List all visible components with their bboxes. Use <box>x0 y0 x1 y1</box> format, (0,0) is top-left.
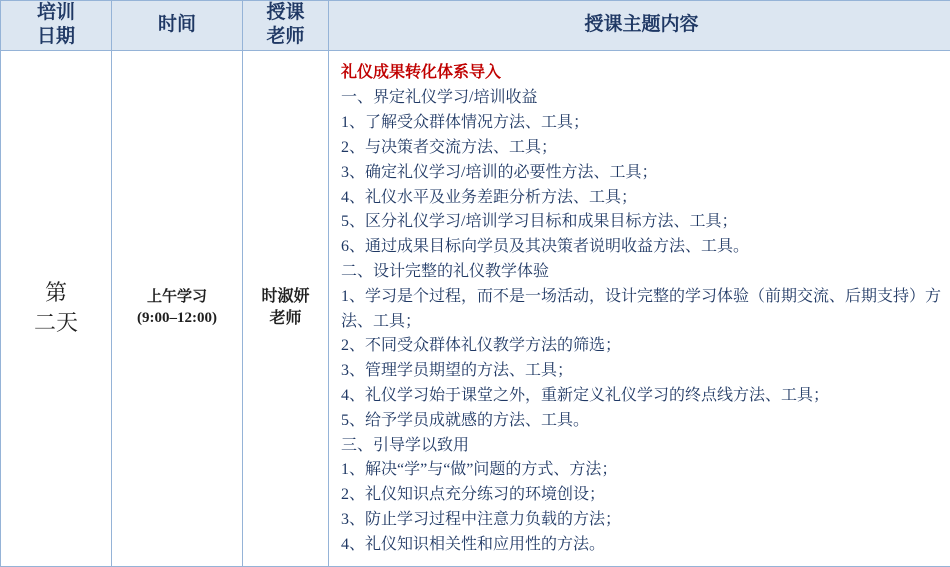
topic-line: 6、通过成果目标向学员及其决策者说明收益方法、工具。 <box>341 235 944 260</box>
topic-title: 礼仪成果转化体系导入 <box>341 61 944 86</box>
topic-line: 2、与决策者交流方法、工具； <box>341 136 944 161</box>
topic-line: 一、界定礼仪学习/培训收益 <box>341 86 944 111</box>
topic-line: 5、给予学员成就感的方法、工具。 <box>341 409 944 434</box>
cell-time-line2: (9:00–12:00) <box>112 308 242 329</box>
topic-line: 4、礼仪学习始于课堂之外，重新定义礼仪学习的终点线方法、工具； <box>341 384 944 409</box>
cell-time-line1: 上午学习 <box>112 287 242 308</box>
topic-line: 3、确定礼仪学习/培训的必要性方法、工具； <box>341 161 944 186</box>
header-row <box>1 1 950 51</box>
table-header <box>1 1 950 51</box>
cell-time <box>112 50 243 566</box>
topic-line: 4、礼仪水平及业务差距分析方法、工具； <box>341 186 944 211</box>
topic-line: 2、礼仪知识点充分练习的环境创设； <box>341 483 944 508</box>
cell-topic <box>329 50 950 566</box>
cell-teacher-name: 时淑妍 <box>243 286 328 308</box>
cell-teacher-suffix: 老师 <box>243 308 328 330</box>
cell-date-line2: 二天 <box>1 308 111 338</box>
topic-line: 5、区分礼仪学习/培训学习目标和成果目标方法、工具； <box>341 210 944 235</box>
topic-line: 1、学习是个过程，而不是一场活动，设计完整的学习体验（前期交流、后期支持）方法、工具； <box>341 285 944 335</box>
table-body <box>1 50 950 566</box>
column-header-date-line1: 培训 <box>1 1 111 25</box>
topic-line: 1、解决“学”与“做”问题的方式、方法； <box>341 458 944 483</box>
column-header-date <box>1 1 112 51</box>
topic-line: 3、管理学员期望的方法、工具； <box>341 359 944 384</box>
column-header-teacher-line2: 老师 <box>243 25 328 49</box>
topic-line: 二、设计完整的礼仪教学体验 <box>341 260 944 285</box>
topic-lines-container <box>341 86 944 557</box>
cell-teacher <box>243 50 329 566</box>
topic-line: 2、不同受众群体礼仪教学方法的筛选； <box>341 334 944 359</box>
column-header-teacher-line1: 授课 <box>243 1 328 25</box>
table-row <box>1 50 950 566</box>
cell-date-line1: 第 <box>1 278 111 308</box>
topic-line: 3、防止学习过程中注意力负载的方法； <box>341 508 944 533</box>
topic-line: 三、引导学以致用 <box>341 434 944 459</box>
column-header-time: 时间 <box>112 1 243 51</box>
topic-line: 1、了解受众群体情况方法、工具； <box>341 111 944 136</box>
cell-date <box>1 50 112 566</box>
column-header-date-line2: 日期 <box>1 25 111 49</box>
column-header-teacher <box>243 1 329 51</box>
topic-line: 4、礼仪知识相关性和应用性的方法。 <box>341 533 944 558</box>
column-header-topic: 授课主题内容 <box>329 1 950 51</box>
